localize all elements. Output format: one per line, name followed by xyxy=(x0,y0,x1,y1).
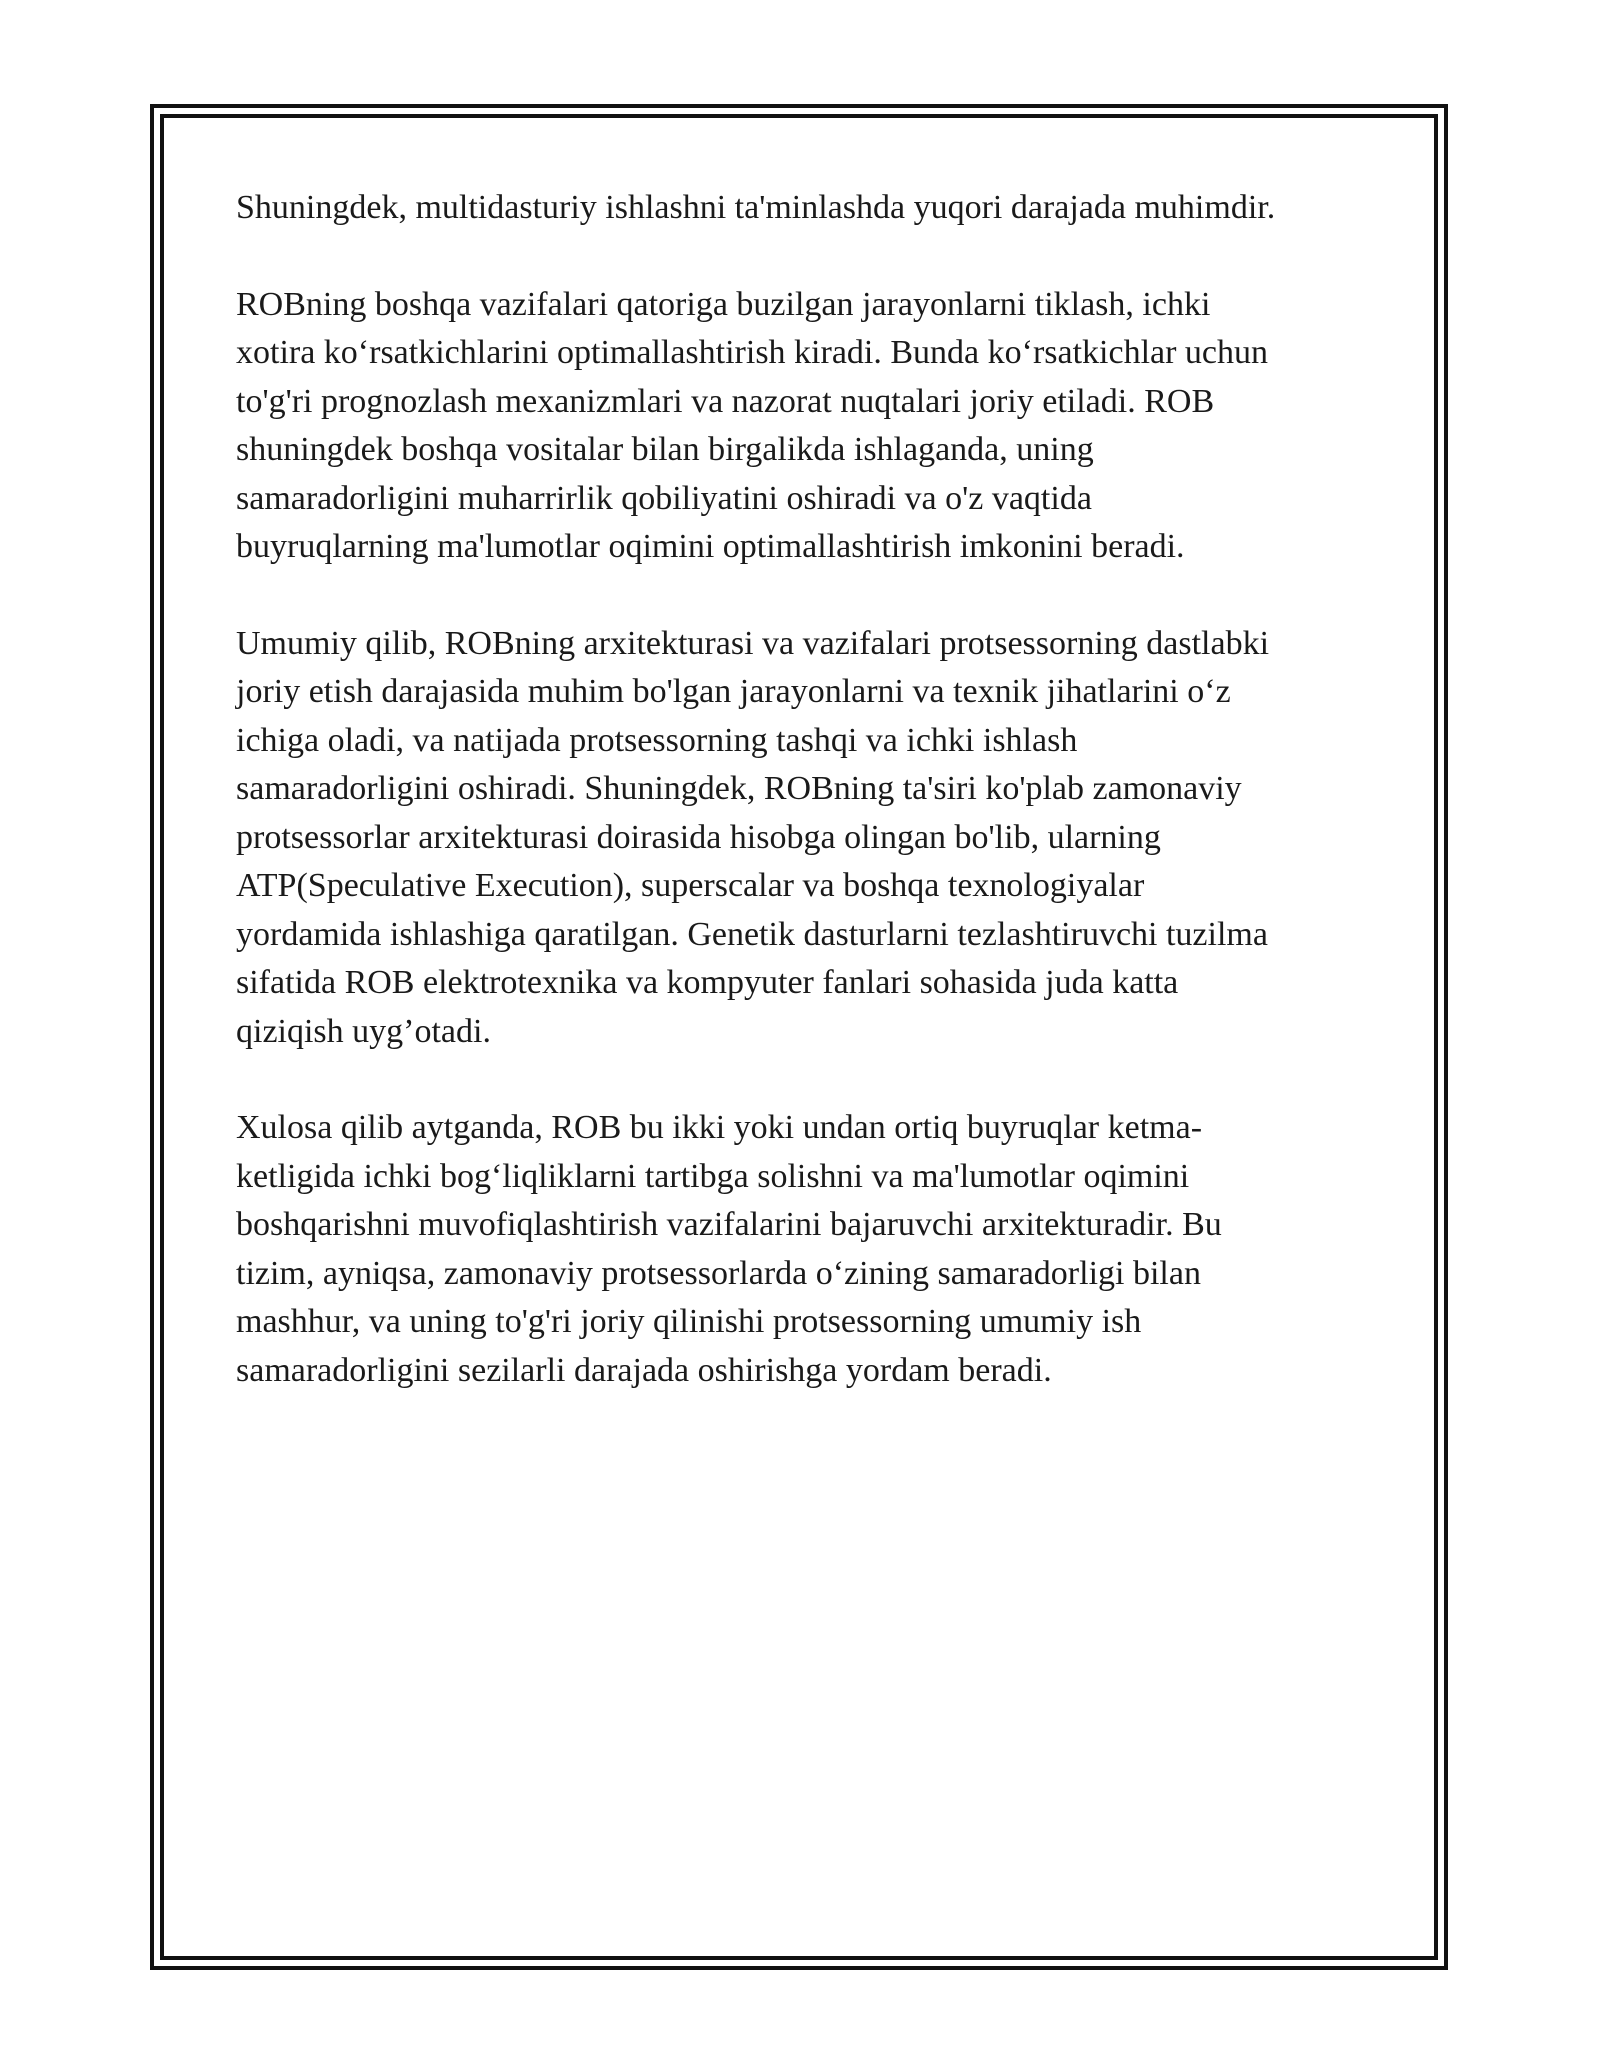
paragraph: ROBning boshqa vazifalari qatoriga buzilgan jarayonlarni tiklash, ichki xotira koʻrsatkichlarini optimallashtirish kiradi. Bunda koʻrsatkichlar uchun to'g'ri prognozlash mexanizmlari va nazorat nuqtalari joriy etiladi. ROB shuningdek boshqa vositalar bilan birgalikda ishlaganda, uning samaradorligini muharrirlik qobiliyatini oshiradi va o'z vaqtida buyruqlarning ma'lumotlar oqimini optimallashtirish imkonini beradi. xyxy=(236,285,1269,565)
paragraph: Umumiy qilib, ROBning arxitekturasi va vazifalari protsessorning dastlabki joriy etish darajasida muhim bo'lgan jarayonlarni va texnik jihatlarini oʻz ichiga oladi, va natijada protsessorning tashqi va ichki ishlash samaradorligini oshiradi. Shuningdek, ROBning ta'siri ko'plab zamonaviy protsessorlar arxitekturasi doirasida hisobga olingan bo'lib, ularning ATP(Speculative Execution), superscalar va boshqa texnologiyalar yordamida ishlashiga qaratilgan. Genetik dasturlarni tezlashtiruvchi tuzilma sifatida ROB elektrotexnika va kompyuter fanlari sohasida juda katta qiziqish uyg’otadi. xyxy=(236,624,1270,1050)
paragraph: Xulosa qilib aytganda, ROB bu ikki yoki undan ortiq buyruqlar ketma- ketligida ichki bogʻliqliklarni tartibga solishni va ma'lumotlar oqimini boshqarishni muvofiqlashtirish vazifalarini bajaruvchi arxitekturadir. Bu tizim, ayniqsa, zamonaviy protsessorlarda oʻzining samaradorligi bilan mashhur, va uning to'g'ri joriy qilinishi protsessorning umumiy ish samaradorligini sezilarli darajada oshirishga yordam beradi. xyxy=(236,1109,1222,1389)
document-body xyxy=(236,184,1376,1443)
paragraph: Shuningdek, multidasturiy ishlashni ta'minlashda yuqori darajada muhimdir. xyxy=(236,189,1276,226)
